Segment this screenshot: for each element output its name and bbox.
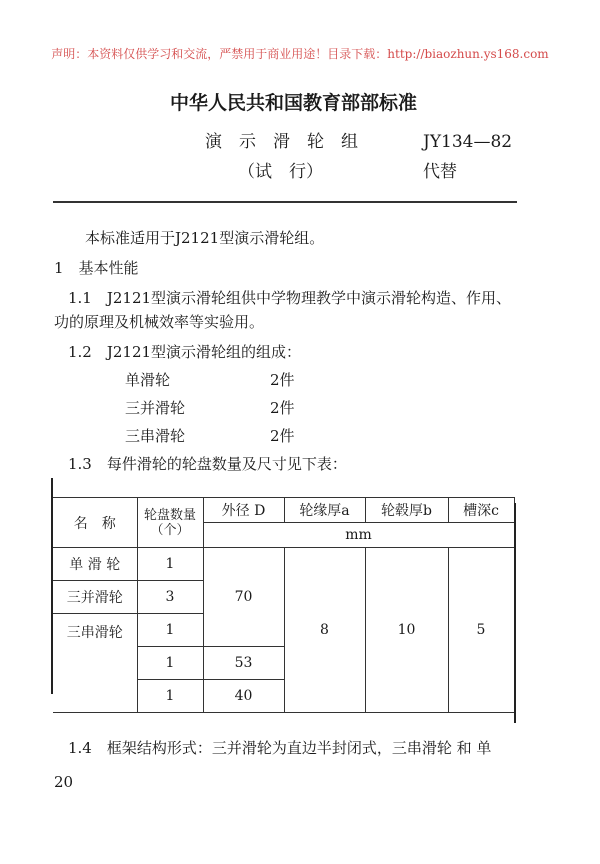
row-name: 三并滑轮	[53, 581, 137, 614]
unit-label: mm	[203, 523, 514, 548]
row-count: 1	[137, 680, 203, 713]
intro-text: 本标准适用于J2121型演示滑轮组。	[85, 229, 325, 247]
header-name: 名 称	[53, 498, 137, 548]
row-count: 1	[137, 614, 203, 647]
header-rim-thickness: 轮缘厚a	[284, 498, 365, 523]
page-number: 20	[54, 773, 74, 791]
section-1-heading: 1 基本性能	[54, 259, 139, 277]
component-name: 三并滑轮	[125, 399, 186, 417]
header-hub-thickness: 轮毂厚b	[365, 498, 448, 523]
header-rule	[53, 201, 517, 203]
clause-1-2: 1.2 J2121型演示滑轮组的组成：	[68, 343, 302, 361]
outer-diameter-value: 70	[203, 548, 284, 647]
row-count: 1	[137, 548, 203, 581]
component-name: 单滑轮	[125, 371, 171, 389]
rim-thickness-value: 8	[284, 548, 365, 713]
watermark: 声明：本资料仅供学习和交流，严禁用于商业用途！目录下载：http://biaozhun.ys168.com	[51, 47, 549, 61]
pulley-dimensions-table	[53, 497, 515, 713]
clause-1-3: 1.3 每件滑轮的轮盘数量及尺寸见下表：	[68, 455, 347, 473]
trial-label: （试 行）	[238, 162, 323, 182]
header-count: 轮盘数量（个）	[137, 498, 203, 548]
outer-diameter-value: 53	[203, 647, 284, 680]
outer-diameter-value: 40	[203, 680, 284, 713]
groove-depth-value: 5	[448, 548, 514, 713]
component-qty: 2件	[270, 399, 295, 417]
clause-1-1-cont: 功的原理及机械效率等实验用。	[54, 313, 265, 331]
table-header-row	[53, 498, 514, 523]
header-outer-diameter: 外径 D	[203, 498, 284, 523]
row-name: 单 滑 轮	[53, 548, 137, 581]
header-groove-depth: 槽深c	[448, 498, 514, 523]
replaces-label: 代替	[423, 162, 457, 182]
table-right-border	[514, 503, 516, 723]
component-qty: 2件	[270, 371, 295, 389]
standard-code: JY134—82	[423, 132, 513, 152]
row-count: 3	[137, 581, 203, 614]
standard-title: 演 示 滑 轮 组	[205, 132, 358, 152]
issuing-authority: 中华人民共和国教育部部标准	[170, 92, 418, 114]
clause-1-4: 1.4 框架结构形式：三并滑轮为直边半封闭式，三串滑轮 和 单	[68, 739, 492, 757]
hub-thickness-value: 10	[365, 548, 448, 713]
row-name: 三串滑轮	[53, 614, 137, 713]
clause-1-1: 1.1 J2121型演示滑轮组供中学物理教学中演示滑轮构造、作用、	[68, 289, 512, 307]
table-row	[53, 548, 514, 581]
component-name: 三串滑轮	[125, 427, 186, 445]
component-qty: 2件	[270, 427, 295, 445]
row-count: 1	[137, 647, 203, 680]
